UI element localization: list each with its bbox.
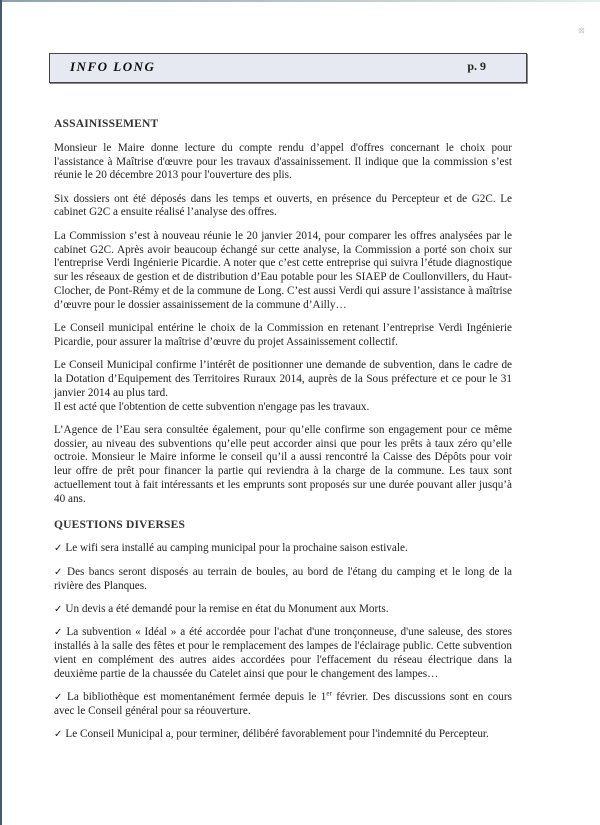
section-heading: ASSAINISSEMENT <box>54 118 159 130</box>
checkmark-icon: ✓ <box>54 728 63 740</box>
list-item-text-end: février. Des discussions sont en cours avec le Conseil général pour sa réouverture. <box>54 690 512 717</box>
newsletter-title: INFO LONG <box>70 59 156 74</box>
paragraph: Le Conseil municipal entérine le choix de la Commission en retenant l’entreprise Verdi Ingénierie Picardie, pour assurer la maîtrise d’œuvre du projet Assainissement collectif. <box>54 322 512 348</box>
list-item-text: Le wifi sera installé au camping municipal pour la prochaine saison estivale. <box>65 542 408 555</box>
paragraph: Monsieur le Maire donne lecture du compte rendu d’appel d'offres concernant le choix pour l'assistance à Maîtrise d'œuvre pour les travaux d'assainissement. Il indique que la commission s’est réunie le 20 décembre 2013 pour l'ouverture des plis. <box>54 141 512 182</box>
list-item-text: La subvention « Idéal » a été accordée pour l'achat d'une tronçonneuse, d'une saleuse, des stores installés à la salle des fêtes et pour le remplacement des lampes de l'éclairage public. Cette subvention vient en complément des autres aides accordées pour l'effacement du réseau électrique dans la deuxième partie de la chaussée du Catelet ainsi que pour le changement des lampes… <box>54 626 512 680</box>
checkmark-icon: ✓ <box>54 543 63 555</box>
paragraph: L’Agence de l’Eau sera consultée également, pour qu’elle confirme son engagement pour ce même dossier, au niveau des subventions qu’elle peut accorder ainsi que pour les prêts à taux zéro qu’elle octroie. Monsieur le Maire informe le conseil qu’il a aussi rencontré la Caisse des Dépôts pour voir leur offre de prêt pour financer la partie qui reviendra à la charge de la commune. Les taux sont actuellement tout à fait intéressants et les emprunts sont proposés sur une durée pouvant aller jusqu’à 40 ans. <box>54 423 512 505</box>
list-item-text: Le Conseil Municipal a, pour terminer, délibéré favorablement pour l'indemnité du Percepteur. <box>65 727 489 740</box>
scan-artifact-icon: ⊠ <box>578 26 585 35</box>
list-item-text-start: La bibliothèque est momentanément fermée depuis le 1 <box>66 690 327 703</box>
checkmark-icon: ✓ <box>54 603 63 615</box>
paragraph: Il est acté que l'obtention de cette subvention n'engage pas les travaux. <box>54 400 370 413</box>
newsletter-header <box>49 53 527 83</box>
list-item <box>54 542 512 556</box>
paragraph: Six dossiers ont été déposés dans les temps et ouverts, en présence du Percepteur et de G2C. Le cabinet G2C a ensuite réalisé l’analyse des offres. <box>54 192 512 219</box>
section-questions-diverses <box>54 519 512 742</box>
paragraph: La Commission s’est à nouveau réunie le 20 janvier 2014, pour comparer les offres analysées par le cabinet G2C. Après avoir beaucoup échangé sur cette analyse, la Commission a porté son choix sur l'entreprise Verdi Ingénierie Picardie. A noter que c’est cette entreprise qui suivra l’étude diagnostique sur les réseaux de gestion et de distribution d’Eau potable pour les SIAEP de Coullonvillers, du Haut-Clocher, de Pont-Rémy et de la commune de Long. C’est aussi Verdi qui assure l’assistance à maîtrise d’œuvre pour le dossier assainissement de la commune d’Ailly… <box>54 229 512 311</box>
ordinal-suffix: er <box>326 689 332 698</box>
list-item <box>54 691 512 719</box>
page-content <box>54 118 512 751</box>
checkmark-icon: ✓ <box>54 691 64 703</box>
list-item-text: Des bancs seront disposés au terrain de boules, au bord de l'étang du camping et le long de la rivière des Planques. <box>54 565 512 592</box>
checkmark-icon: ✓ <box>54 566 64 578</box>
list-item <box>54 728 512 742</box>
list-item <box>54 626 512 681</box>
scan-top-edge <box>0 0 600 2</box>
list-item-text: Un devis a été demandé pour la remise en état du Monument aux Morts. <box>65 602 389 615</box>
list-item <box>54 603 512 617</box>
page-number: p. 9 <box>467 59 486 73</box>
scan-left-edge <box>0 0 2 825</box>
checkmark-icon: ✓ <box>54 627 64 639</box>
list-item <box>54 566 512 594</box>
section-heading: QUESTIONS DIVERSES <box>54 518 186 531</box>
paragraph: Le Conseil Municipal confirme l’intérêt de positionner une demande de subvention, dans le cadre de la Dotation d’Equipement des Territoires Ruraux 2014, auprès de la Sous préfecture et ce pour le 31 janvier 2014 au plus tard. <box>54 359 512 399</box>
section-assainissement <box>54 118 512 507</box>
